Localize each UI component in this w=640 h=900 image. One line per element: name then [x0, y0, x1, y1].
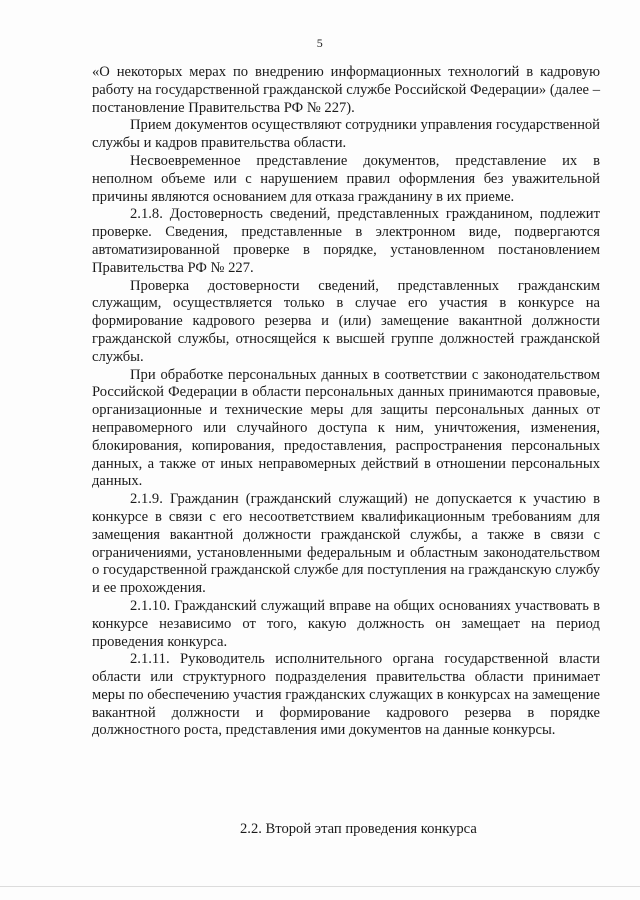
- paragraph-2-1-8: 2.1.8. Достоверность сведений, представленных гражданином, подлежит проверке. Сведения, представленные в электронном виде, подвергаются автоматизированной проверке в порядке, установленном постановлением Правительства РФ № 227.: [92, 206, 600, 276]
- paragraph-2-1-9: 2.1.9. Гражданин (гражданский служащий) не допускается к участию в конкурсе в связи с его несоответствием квалификационным требованиям для замещения вакантной должности гражданской службы, а также в связи с ограничениями, установленными федеральным и областным законодательством о государственной гражданской службе для поступления на гражданскую службу и ее прохождения.: [92, 491, 600, 597]
- section-heading: 2.2. Второй этап проведения конкурса: [240, 821, 477, 837]
- paragraph-verification: Проверка достоверности сведений, представленных гражданским служащим, осуществляется только в случае его участия в конкурсе на формирование кадрового резерва и (или) замещение вакантной должности гражданской службы, относящейся к высшей группе должностей гражданской службы.: [92, 277, 600, 365]
- paragraph-personal-data: При обработке персональных данных в соответствии с законодательством Российской Федерации в области персональных данных принимаются правовые, организационные и технические меры для защиты персональных данных от неправомерного или случайного доступа к ним, уничтожения, изменения, блокирования, копирования, предоставления, распространения персональных данных, а также от иных неправомерных действий в отношении персональных данных.: [92, 366, 600, 490]
- page-bottom-divider: [0, 886, 640, 887]
- paragraph-2-1-11: 2.1.11. Руководитель исполнительного органа государственной власти области или структурного подразделения правительства области принимает меры по обеспечению участия гражданских служащих в конкурсах на замещение вакантной должности и формирование кадрового резерва в порядке должностного роста, представления ими документов на данные конкурсы.: [92, 651, 600, 739]
- paragraph-document-intake: Прием документов осуществляют сотрудники управления государственной службы и кадров правительства области.: [92, 117, 600, 152]
- paragraph-late-submission: Несвоевременное представление документов, представление их в неполном объеме или с нарушением правил оформления без уважительной причины являются основанием для отказа гражданину в их приеме.: [92, 152, 600, 205]
- paragraph-2-1-10: 2.1.10. Гражданский служащий вправе на общих основаниях участвовать в конкурсе независимо от того, какую должность он замещает на период проведения конкурса.: [92, 597, 600, 650]
- paragraph-continuation: «О некоторых мерах по внедрению информационных технологий в кадровую работу на государственной гражданской службе Российской Федерации» (далее – постановление Правительства РФ № 227).: [92, 64, 600, 116]
- page-number: 5: [316, 36, 324, 50]
- document-body: [92, 64, 600, 740]
